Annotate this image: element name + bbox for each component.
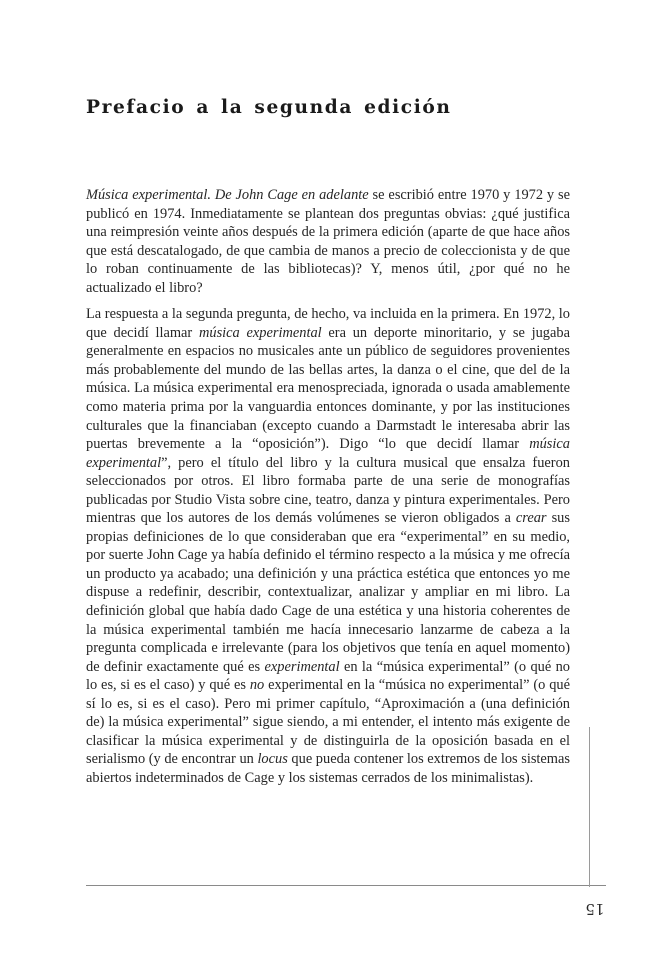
paragraph-2 [86, 305, 570, 787]
footer-rule [86, 885, 606, 886]
margin-rule [589, 727, 590, 887]
emphasis: música experimental [198, 324, 322, 341]
emphasis: locus [257, 751, 288, 768]
page-title: Prefacio a la segunda edición [86, 97, 452, 118]
paragraph-2-text: sus propias definiciones de lo que consideraban que era “experimental” en su medio, por suerte John Cage ya había definido el término respecto a la música y me ofrecía un producto ya acabado; una definición y una práctica estética que entonces yo me dispuse a redefinir, describir, contextualizar, analizar y ampliar en mi libro. La definición global que había dado Cage de una estética y una historia coherentes de la música experimental también me hacía innecesario lanzarme de cabeza a la pregunta complicada e irrelevante (para los objetivos que tenía en aquel momento) de definir exactamente qué es [86, 510, 570, 675]
paragraph-1 [86, 186, 570, 297]
emphasis: música experimental [86, 436, 570, 471]
emphasis: crear [515, 510, 547, 527]
emphasis: no [249, 677, 265, 694]
body-text [86, 186, 570, 788]
book-title: Música experimental. De John Cage en adelante [86, 187, 369, 203]
page-number: 15 [585, 900, 605, 918]
paragraph-2-text: en la “música experimental” (o qué no lo es, si es el caso) y qué es [86, 658, 570, 694]
paragraph-2-text: era un deporte minoritario, y se jugaba generalmente en espacios no musicales ante un público de seguidores provenientes más probablemente del mundo de las bellas artes, la danza o el cine, que del de la música. La música experimental era menospreciada, ignorada o usada amablemente como materia prima por la vanguardia entonces dominante, y por las instituciones culturales que la financiaban (excepto cuando a Darmstadt le interesaba abrir las puertas brevemente a la “oposición”). Digo “lo que decidí llamar [86, 324, 570, 453]
paragraph-2-text: La respuesta a la segunda pregunta, de hecho, va incluida en la primera. En 1972, lo que decidí llamar [86, 306, 570, 341]
paragraph-2-text: que pueda contener los extremos de los sistemas abiertos indeterminados de Cage y los sistemas cerrados de los minimalistas). [86, 751, 570, 786]
paragraph-2-text: experimental en la “música no experimental” (o qué sí lo es, si es el caso). Pero mi primer capítulo, “Aproximación a (una definición de) la música experimental” sigue siendo, a mi entender, el intento más exigente de clasificar la música experimental y de distinguirla de la oposición basada en el serialismo (y de encontrar un [86, 677, 570, 768]
paragraph-2-text: ”, pero el título del libro y la cultura musical que ensalza fueron seleccionados por otros. El libro formaba parte de una serie de monografías publicadas por Studio Vista sobre cine, teatro, danza y pintura experimentales. Pero mientras que los autores de los demás volúmenes se vieron obligados a [86, 454, 570, 527]
paragraph-1-text: se escribió entre 1970 y 1972 y se publicó en 1974. Inmediatamente se plantean dos preguntas obvias: ¿qué justifica una reimpresión veinte años después de la primera edición (aparte de que hace años que está descatalogado, de que cambia de manos a precio de coleccionista y de que lo roban continuamente de las bibliotecas)? Y, menos útil, ¿por qué no he actualizado el libro? [86, 187, 570, 296]
emphasis: experimental [264, 658, 340, 675]
